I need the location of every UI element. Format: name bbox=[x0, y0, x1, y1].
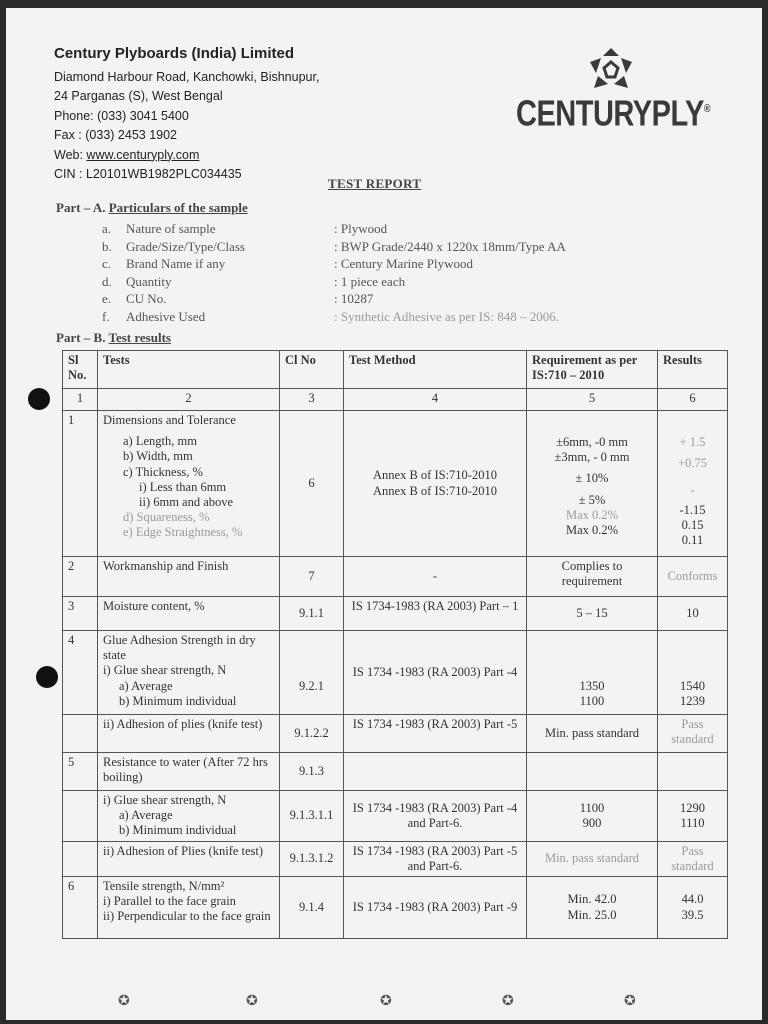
report-title: TEST REPORT bbox=[328, 176, 422, 191]
sample-particulars bbox=[102, 220, 566, 326]
table-row: ii) Adhesion of plies (knife test) 9.1.2.2 IS 1734 -1983 (RA 2003) Part -5 Min. pass standard Pass standard bbox=[63, 715, 728, 753]
table-row: 4 Glue Adhesion Strength in dry state i) Glue shear strength, N a) Average b) Minimum individual 9.2.1 IS 1734 -1983 (RA 2003) Part -4 1350 1100 1540 1239 bbox=[63, 631, 728, 715]
web-line: Web: www.centuryply.com bbox=[54, 147, 200, 162]
address-line-2: 24 Parganas (S), West Bengal bbox=[54, 89, 223, 103]
brand-wordmark: CENTURYPLY® bbox=[516, 94, 710, 134]
centuryply-logo bbox=[516, 46, 710, 134]
table-row: i) Glue shear strength, N a) Average b) Minimum individual 9.1.3.1.1 IS 1734 -1983 (RA 2003) Part -4 and Part-6. 1100 900 1290 1110 bbox=[63, 791, 728, 842]
test-results-table bbox=[62, 350, 728, 939]
part-b-heading: Part – B. Test results bbox=[56, 330, 171, 345]
table-row: 6 Tensile strength, N/mm² i) Parallel to the face grain ii) Perpendicular to the face grain 9.1.4 IS 1734 -1983 (RA 2003) Part -9 Min. 42.0 Min. 25.0 44.0 39.5 bbox=[63, 877, 728, 939]
test-name: Dimensions and Tolerance a) Length, mm b) Width, mm c) Thickness, % i) Less than 6mm ii) 6mm and above d) Squareness, % e) Edge Straightness, % bbox=[98, 411, 280, 557]
address-line-1: Diamond Harbour Road, Kanchowki, Bishnupur, bbox=[54, 69, 320, 84]
punch-hole-top bbox=[28, 388, 50, 410]
particular-row: b. Grade/Size/Type/Class : BWP Grade/2440 x 1220x 18mm/Type AA bbox=[102, 238, 566, 254]
particular-row: c. Brand Name if any : Century Marine Plywood bbox=[102, 256, 474, 272]
cin-line: CIN : L20101WB1982PLC034435 bbox=[54, 167, 242, 181]
star-emblem-icon: ✪ bbox=[502, 994, 514, 1009]
table-row: ii) Adhesion of Plies (knife test) 9.1.3.1.2 IS 1734 -1983 (RA 2003) Part -5 and Part-6. Min. pass standard Pass standard bbox=[63, 841, 728, 876]
fax-line: Fax : (033) 2453 1902 bbox=[54, 128, 177, 142]
star-emblem-icon: ✪ bbox=[118, 994, 130, 1009]
particular-row: a. Nature of sample : Plywood bbox=[102, 221, 388, 236]
phone-line: Phone: (033) 3041 5400 bbox=[54, 108, 189, 123]
column-number-row: 1 2 3 4 5 6 bbox=[63, 389, 728, 411]
footer-logos bbox=[6, 993, 762, 1013]
table-row: 1 Dimensions and Tolerance a) Length, mm b) Width, mm c) Thickness, % i) Less than 6mm ii) 6mm and above d) Squareness, % e) Edge Straightness, % 6 Annex B of IS:710-2010 Annex B of IS:710-2010 ±6mm, -0 mm ±3mm, - 0 mm ± 10% ± 5% Max 0.2% Max 0.2% + 1.5 +0.75 - -1.15 0.15 0.11 bbox=[63, 411, 728, 557]
part-a-heading: Part – A. Particulars of the sample bbox=[56, 200, 248, 215]
header-row bbox=[63, 351, 728, 389]
star-emblem-icon: ✪ bbox=[380, 994, 392, 1009]
star-emblem-icon bbox=[586, 46, 636, 92]
website-link[interactable]: www.centuryply.com bbox=[86, 147, 200, 162]
particular-row: e. CU No. : 10287 bbox=[102, 291, 374, 307]
table-row: 3 Moisture content, % 9.1.1 IS 1734-1983 (RA 2003) Part – 1 5 – 15 10 bbox=[63, 597, 728, 631]
company-header bbox=[54, 44, 319, 185]
document-page bbox=[6, 8, 762, 1020]
col-header-method: Test Method bbox=[344, 351, 527, 389]
company-name: Century Plyboards (India) Limited bbox=[54, 45, 295, 62]
particular-row: d. Quantity : 1 piece each bbox=[102, 273, 406, 289]
col-header-tests: Tests bbox=[98, 351, 280, 389]
star-emblem-icon: ✪ bbox=[624, 994, 636, 1009]
table-row: 2 Workmanship and Finish 7 - Complies to requirement Conforms bbox=[63, 557, 728, 597]
table-row: 5 Resistance to water (After 72 hrs boiling) 9.1.3 bbox=[63, 753, 728, 791]
star-emblem-icon: ✪ bbox=[246, 994, 258, 1009]
col-header-requirement: Requirement as per IS:710 – 2010 bbox=[527, 351, 658, 389]
punch-hole-bottom bbox=[36, 666, 58, 688]
col-header-results: Results bbox=[658, 351, 728, 389]
particular-row: f. Adhesive Used : Synthetic Adhesive as per IS: 848 – 2006. bbox=[102, 308, 559, 324]
col-header-sl: Sl No. bbox=[63, 351, 98, 389]
col-header-cl: Cl No bbox=[280, 351, 344, 389]
